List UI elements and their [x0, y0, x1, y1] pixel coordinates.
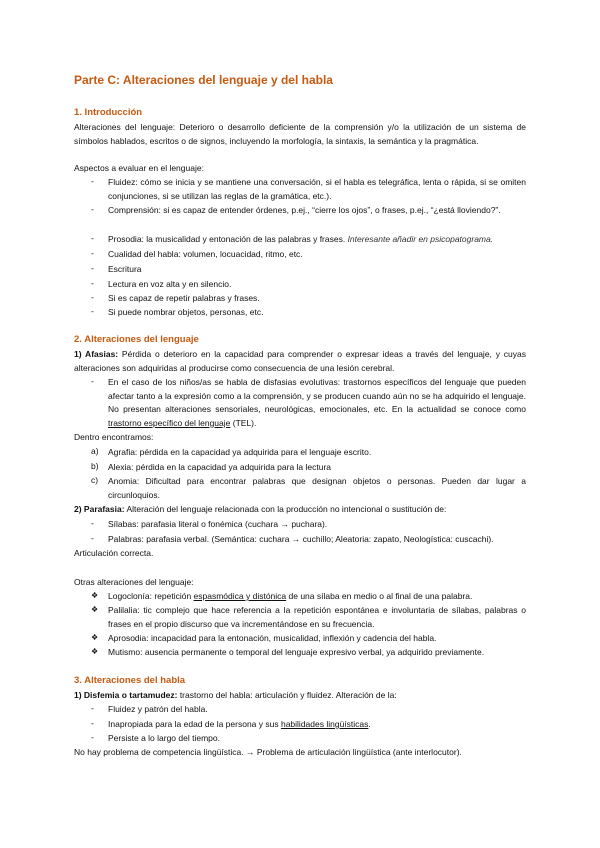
item-underlined: habilidades lingüísticas	[280, 719, 369, 729]
afasias-text: Pérdida o deterioro en la capacidad para comprender o expresar ideas a través del lenguaje, y cuyas alteraciones son adquiridas al producirse como consecuencia de una lesión cerebral.	[74, 349, 526, 373]
diamond-bullet-icon: ❖	[91, 647, 99, 656]
item-text: de una sílaba en medio o al final de una palabra.	[286, 591, 473, 601]
item-label: Logoclonía:	[108, 591, 152, 601]
dash-bullet: -	[91, 248, 94, 258]
dash-bullet: -	[91, 518, 94, 528]
aspect-item: Si es capaz de repetir palabras y frases.	[108, 293, 260, 303]
disfemia-item: Fluidez y patrón del habla.	[108, 704, 208, 714]
dash-bullet: -	[91, 306, 94, 316]
dash-bullet: -	[91, 718, 94, 728]
section-3-heading: 3. Alteraciones del habla	[74, 675, 186, 686]
aspect-note: Interesante añadir en psicopatograma.	[345, 234, 494, 244]
list-marker: b)	[91, 461, 99, 471]
aspect-label: Cualidad del habla:	[108, 249, 181, 259]
item-post: .	[368, 719, 371, 729]
aspect-item: Si puede nombrar objetos, personas, etc.	[108, 307, 264, 317]
final-note: No hay problema de competencia lingüística. → Problema de articulación lingüística (ante interlocutor).	[74, 747, 462, 757]
dash-bullet: -	[91, 376, 94, 386]
intro-definition	[74, 121, 526, 148]
disfemia-item	[108, 718, 526, 732]
item-text: pérdida en la capacidad ya adquirida para el lenguaje escrito.	[137, 447, 372, 457]
disfemia-paragraph	[74, 689, 526, 703]
item-label: Anomia:	[108, 476, 140, 486]
dash-bullet: -	[91, 533, 94, 543]
disfemia-text: trastorno del habla: articulación y fluidez. Alteración de la:	[177, 690, 397, 700]
section-2-heading: 2. Alteraciones del lenguaje	[74, 334, 199, 345]
aspect-text: cómo se inicia y se mantiene una conversación, si el habla es telegráfica, lenta o rápida, si se omiten conjunciones, si se utilizan las reglas de la gramática, etc.).	[108, 177, 526, 201]
diamond-bullet-icon: ❖	[91, 605, 99, 614]
page-title: Parte C: Alteraciones del lenguaje y del habla	[74, 73, 333, 87]
ninos-paragraph	[108, 376, 526, 430]
aspect-item: Escritura	[108, 264, 142, 274]
item-label: Agrafia:	[108, 447, 138, 457]
aspect-text: volumen, locuacidad, ritmo, etc.	[180, 249, 303, 259]
dash-bullet: -	[91, 732, 94, 742]
dentro-label: Dentro encontramos:	[74, 432, 154, 442]
def-text: Deterioro o desarrollo deficiente de la comprensión y/o la utilización de un sistema de símbolos hablados, escritos o de signos, incluyendo la morfología, la sintaxis, la semántica y la pragmática.	[74, 122, 527, 146]
item-text: ausencia permanente o temporal del lenguaje expresivo verbal, ya adquirido previamente.	[142, 647, 485, 657]
disfemia-label: 1) Disfemia o tartamudez:	[74, 690, 178, 700]
articulacion-text: Articulación correcta.	[74, 548, 154, 558]
item-label: Alexia:	[108, 462, 134, 472]
afasias-paragraph	[74, 348, 526, 375]
item-label: Sílabas:	[108, 519, 139, 529]
dash-bullet: -	[91, 278, 94, 288]
aspect-item	[108, 233, 526, 247]
ninos-text: En el caso de los niños/as se habla de disfasias evolutivas: trastornos específicos del lenguaje que pueden afectar tanto a la expresión como a la comprensión, y se producen cuando aún no se ha adquirido el lenguaje. No presentan alteraciones sensoriales, neurológicas, emocionales, etc. En la actualidad se conoce como	[108, 377, 526, 415]
dash-bullet: -	[91, 204, 94, 214]
aspect-item	[108, 248, 526, 262]
item-text: parafasia literal o fonémica (cuchara → puchara).	[138, 519, 328, 529]
dash-bullet: -	[91, 703, 94, 713]
aspect-label: Fluidez:	[108, 177, 138, 187]
parafasia-item	[108, 533, 526, 547]
parafasia-label: 2) Parafasia:	[74, 504, 125, 514]
item-text: tic complejo que hace referencia a la repetición espontánea e involuntaria de sílabas, palabras o frases en el propio discurso que va incrementándose en su frecuencia.	[108, 605, 526, 629]
parafasia-paragraph	[74, 503, 526, 517]
list-item	[108, 475, 526, 502]
item-underlined: espasmódica y distónica	[193, 591, 287, 601]
item-pre: Inapropiada para la edad de la persona y sus	[108, 719, 281, 729]
dash-bullet: -	[91, 176, 94, 186]
item-text: pérdida en la capacidad ya adquirida para la lectura	[133, 462, 332, 472]
diamond-bullet-icon: ❖	[91, 591, 99, 600]
list-item	[108, 461, 526, 475]
otras-label: Otras alteraciones del lenguaje:	[74, 577, 194, 587]
item-label: Aprosodia:	[108, 633, 149, 643]
dash-bullet: -	[91, 292, 94, 302]
afasias-label: 1) Afasias:	[74, 349, 119, 359]
otras-item	[108, 646, 526, 660]
aspects-label: Aspectos a evaluar en el lenguaje:	[74, 163, 204, 173]
otras-item	[108, 590, 526, 604]
otras-item	[108, 604, 526, 631]
parafasia-text: Alteración del lenguaje relacionada con la producción no intencional o sustitución de:	[124, 504, 447, 514]
parafasia-item	[108, 518, 526, 532]
aspect-item	[108, 204, 526, 218]
item-pre: repetición	[151, 591, 194, 601]
item-label: Palilalia:	[108, 605, 140, 615]
list-marker: a)	[91, 446, 99, 456]
aspect-text: si es capaz de entender órdenes, p.ej., “cierre los ojos”, o frases, p.ej., “¿está lloviendo?”.	[160, 205, 501, 215]
section-1-heading: 1. Introducción	[74, 107, 143, 118]
item-text: Dificultad para encontrar palabras que designan objetos o personas. Pueden dar lugar a circunloquios.	[108, 476, 526, 500]
def-label: Alteraciones del lenguaje:	[74, 122, 176, 132]
item-text: parafasia verbal. (Semántica: cuchara → cuchillo; Aleatoria: zapato, Neologística: cuscachi).	[143, 534, 494, 544]
dash-bullet: -	[91, 263, 94, 273]
list-item	[108, 446, 526, 460]
otras-item	[108, 632, 526, 646]
aspect-text: la musicalidad y entonación de las palabras y frases.	[143, 234, 346, 244]
item-text: incapacidad para la entonación, musicalidad, inflexión y cadencia del habla.	[148, 633, 437, 643]
tel-term: trastorno específico del lenguaje	[108, 417, 231, 428]
ninos-end: (TEL).	[230, 417, 257, 428]
item-label: Mutismo:	[108, 647, 143, 657]
item-label: Palabras:	[108, 534, 144, 544]
dash-bullet: -	[91, 233, 94, 243]
aspect-label: Comprensión:	[108, 205, 161, 215]
aspect-item	[108, 176, 526, 203]
aspect-item: Lectura en voz alta y en silencio.	[108, 279, 232, 289]
disfemia-item: Persiste a lo largo del tiempo.	[108, 733, 220, 743]
aspect-label: Prosodia:	[108, 234, 144, 244]
diamond-bullet-icon: ❖	[91, 633, 99, 642]
list-marker: c)	[91, 475, 99, 485]
